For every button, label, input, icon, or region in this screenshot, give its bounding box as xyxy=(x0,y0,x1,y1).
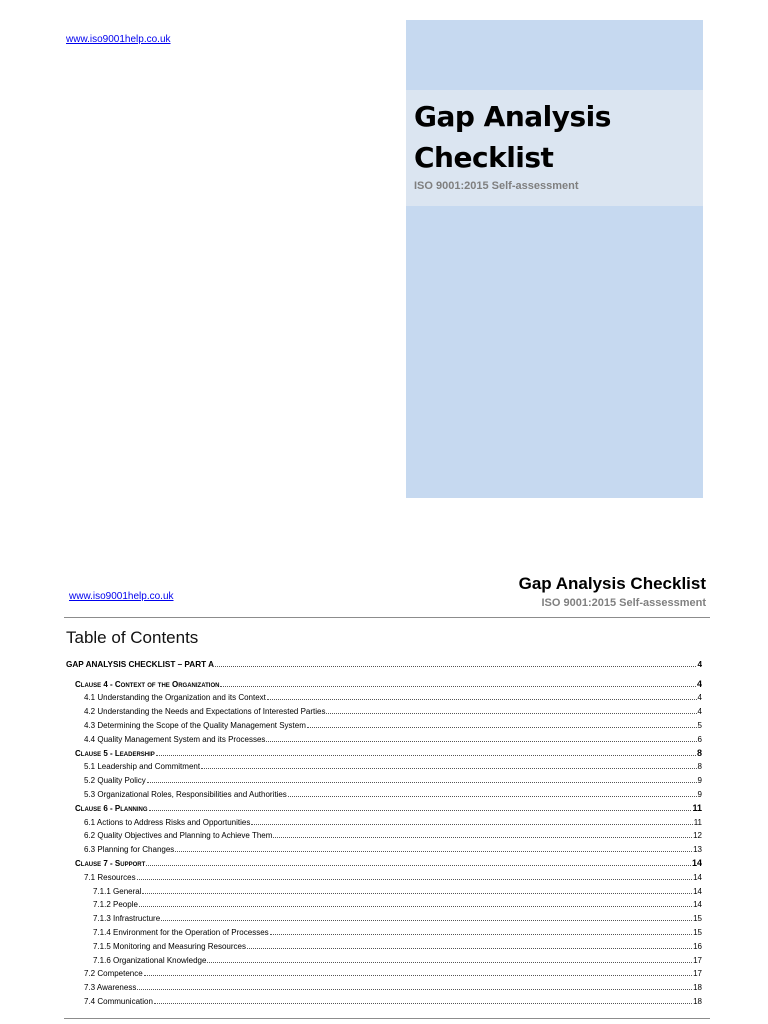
footer-divider xyxy=(64,1018,710,1019)
toc-entry[interactable] xyxy=(66,758,702,772)
toc-entry[interactable] xyxy=(66,909,702,923)
toc-dot-leader xyxy=(273,837,692,838)
toc-entry-label: 6.1 Actions to Address Risks and Opportunities xyxy=(84,817,251,827)
toc-entry-page: 6 xyxy=(697,734,702,744)
toc-entry[interactable] xyxy=(66,923,702,937)
toc-dot-leader xyxy=(154,1003,692,1004)
toc-dot-leader xyxy=(201,768,696,769)
toc-entry-label: 4.4 Quality Management System and its Processes xyxy=(84,734,266,744)
toc-dot-leader xyxy=(326,713,696,714)
toc-entry-label: GAP ANALYSIS CHECKLIST – PART A xyxy=(66,659,214,669)
toc-entry-label: 7.3 Awareness xyxy=(84,983,137,993)
toc-entry[interactable] xyxy=(66,771,702,785)
toc-entry[interactable] xyxy=(66,744,702,758)
toc-entry[interactable] xyxy=(66,882,702,896)
toc-entry-page: 9 xyxy=(697,789,702,799)
toc-dot-leader xyxy=(266,741,696,742)
toc-dot-leader xyxy=(161,920,692,921)
toc-entry-page: 14 xyxy=(693,886,702,896)
toc-entry-label: Clause 7 - Support xyxy=(75,858,146,868)
toc-entry-page: 12 xyxy=(693,831,702,841)
toc-dot-leader xyxy=(270,934,692,935)
toc-dot-leader xyxy=(207,962,692,963)
cover-subtitle: ISO 9001:2015 Self-assessment xyxy=(414,180,579,192)
toc-entry-label: 7.2 Competence xyxy=(84,969,143,979)
toc-entry[interactable] xyxy=(66,813,702,827)
cover-website-link[interactable]: www.iso9001help.co.uk xyxy=(66,34,171,45)
cover-title-band xyxy=(406,90,703,206)
toc-entry-page: 4 xyxy=(697,707,702,717)
toc-entry[interactable] xyxy=(66,978,702,992)
toc-entry[interactable] xyxy=(66,937,702,951)
toc-dot-leader xyxy=(139,906,692,907)
toc-entry[interactable] xyxy=(66,799,702,813)
toc-dot-leader xyxy=(149,810,692,811)
toc-heading: Table of Contents xyxy=(66,628,199,647)
toc-dot-leader xyxy=(137,879,693,880)
toc-entry-page: 18 xyxy=(693,996,702,1006)
toc-entry-label: Clause 5 - Leadership xyxy=(75,748,155,758)
toc-entry[interactable] xyxy=(66,785,702,799)
toc-entry-page: 4 xyxy=(697,659,702,669)
toc-entry-label: 7.1.4 Environment for the Operation of Processes xyxy=(93,927,269,937)
toc-entry[interactable] xyxy=(66,675,702,689)
toc-entry-label: 7.1.1 General xyxy=(93,886,142,896)
header-title: Gap Analysis Checklist xyxy=(518,574,706,593)
toc-entry-page: 13 xyxy=(693,845,702,855)
cover-panel xyxy=(406,20,703,498)
toc-dot-leader xyxy=(251,824,692,825)
cover-title: Gap Analysis Checklist xyxy=(414,100,611,174)
toc-entry-label: 7.1.2 People xyxy=(93,900,138,910)
toc-entry[interactable] xyxy=(66,840,702,854)
toc-dot-leader xyxy=(220,686,696,687)
toc-entry[interactable] xyxy=(66,868,702,882)
toc-entry-page: 4 xyxy=(696,678,702,689)
toc-entry-page: 17 xyxy=(693,969,702,979)
toc-dot-leader xyxy=(142,893,692,894)
toc-dot-leader xyxy=(247,948,692,949)
toc-dot-leader xyxy=(156,755,696,756)
toc-entry-label: 7.1.6 Organizational Knowledge xyxy=(93,955,207,965)
table-of-contents xyxy=(66,655,702,1006)
toc-entry-label: Clause 6 - Planning xyxy=(75,803,148,813)
toc-entry-page: 17 xyxy=(693,955,702,965)
header-website-link[interactable]: www.iso9001help.co.uk xyxy=(69,591,174,602)
toc-entry[interactable] xyxy=(66,702,702,716)
toc-dot-leader xyxy=(175,851,692,852)
toc-entry-label: 4.3 Determining the Scope of the Quality Management System xyxy=(84,720,306,730)
toc-entry-page: 9 xyxy=(697,776,702,786)
toc-entry-page: 14 xyxy=(693,872,702,882)
toc-entry-label: 6.2 Quality Objectives and Planning to Achieve Them xyxy=(84,831,273,841)
toc-entry[interactable] xyxy=(66,951,702,965)
toc-entry-label: 5.3 Organizational Roles, Responsibilities and Authorities xyxy=(84,789,287,799)
toc-entry[interactable] xyxy=(66,896,702,910)
toc-entry-label: 4.1 Understanding the Organization and its Context xyxy=(84,693,266,703)
toc-entry-label: 7.4 Communication xyxy=(84,996,153,1006)
toc-entry-page: 16 xyxy=(693,941,702,951)
toc-entry-page: 4 xyxy=(697,693,702,703)
toc-entry[interactable] xyxy=(66,854,702,868)
toc-entry-page: 11 xyxy=(692,802,702,813)
toc-dot-leader xyxy=(267,699,697,700)
toc-dot-leader xyxy=(144,975,692,976)
toc-entry-page: 5 xyxy=(697,720,702,730)
toc-dot-leader xyxy=(137,989,692,990)
toc-dot-leader xyxy=(147,782,697,783)
toc-entry-page: 8 xyxy=(696,747,702,758)
toc-dot-leader xyxy=(307,727,697,728)
toc-entry[interactable] xyxy=(66,965,702,979)
toc-dot-leader xyxy=(146,865,691,866)
toc-entry-label: 7.1 Resources xyxy=(84,872,136,882)
toc-entry[interactable] xyxy=(66,992,702,1006)
toc-dot-leader xyxy=(288,796,697,797)
toc-entry[interactable] xyxy=(66,689,702,703)
toc-entry-page: 18 xyxy=(693,983,702,993)
toc-entry-label: 4.2 Understanding the Needs and Expectations of Interested Parties xyxy=(84,707,326,717)
toc-entry-page: 14 xyxy=(691,857,702,868)
toc-entry-page: 14 xyxy=(693,900,702,910)
toc-dot-leader xyxy=(215,666,696,667)
toc-entry-label: 7.1.3 Infrastructure xyxy=(93,914,161,924)
header-subtitle: ISO 9001:2015 Self-assessment xyxy=(541,597,706,609)
toc-entry-page: 11 xyxy=(693,817,702,827)
toc-entry-page: 8 xyxy=(697,762,702,772)
toc-entry-page: 15 xyxy=(693,927,702,937)
toc-entry-label: 6.3 Planning for Changes xyxy=(84,845,175,855)
toc-entry[interactable] xyxy=(66,716,702,730)
toc-entry[interactable] xyxy=(66,655,702,669)
toc-entry[interactable] xyxy=(66,827,702,841)
toc-entry-page: 15 xyxy=(693,914,702,924)
toc-entry-label: Clause 4 - Context of the Organization xyxy=(75,679,220,689)
toc-entry-label: 5.2 Quality Policy xyxy=(84,776,146,786)
toc-entry-label: 5.1 Leadership and Commitment xyxy=(84,762,201,772)
toc-entry-label: 7.1.5 Monitoring and Measuring Resources xyxy=(93,941,246,951)
header-divider xyxy=(64,617,710,618)
toc-entry[interactable] xyxy=(66,730,702,744)
